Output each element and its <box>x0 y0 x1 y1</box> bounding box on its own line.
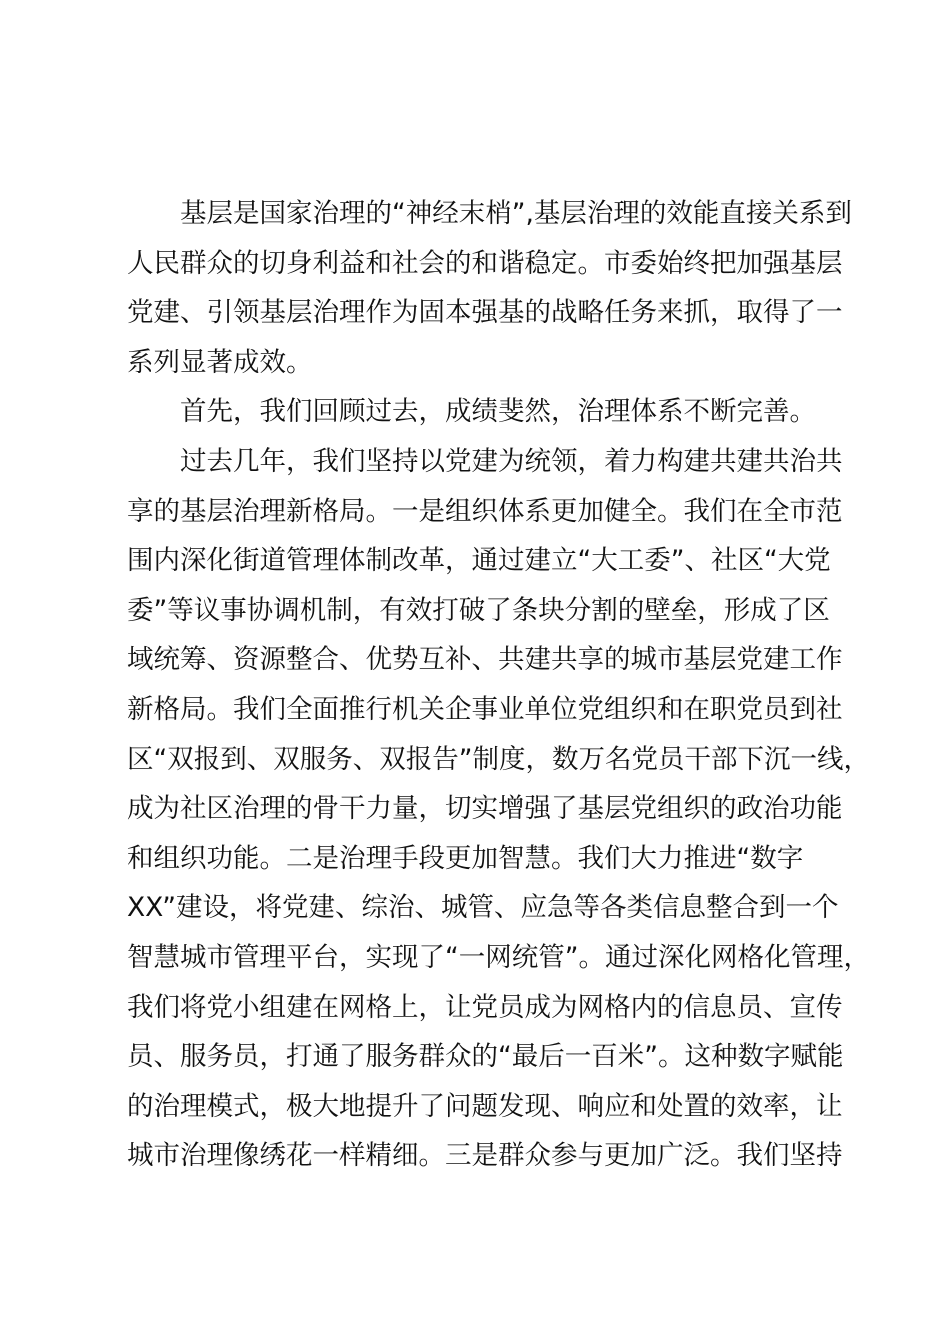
text-line: 区“双报到、双服务、双报告”制度，数万名党员干部下沉一线， <box>127 743 870 775</box>
text-line: 首先，我们回顾过去，成绩斐然，治理体系不断完善。 <box>127 396 816 428</box>
text-line: 新格局。我们全面推行机关企事业单位党组织和在职党员到社 <box>127 693 843 725</box>
text-line: 党建、引领基层治理作为固本强基的战略任务来抓，取得了一 <box>127 297 843 329</box>
text-line: 享的基层治理新格局。一是组织体系更加健全。我们在全市范 <box>127 495 843 527</box>
text-line: 成为社区治理的骨干力量，切实增强了基层党组织的政治功能 <box>127 793 843 825</box>
text-line: 的治理模式，极大地提升了问题发现、响应和处置的效率，让 <box>127 1090 843 1122</box>
text-line: XX”建设，将党建、综治、城管、应急等各类信息整合到一个 <box>127 892 839 924</box>
text-line: 围内深化街道管理体制改革，通过建立“大工委”、社区“大党 <box>127 545 831 577</box>
text-line: 我们将党小组建在网格上，让党员成为网格内的信息员、宣传 <box>127 991 843 1023</box>
text-line: 过去几年，我们坚持以党建为统领，着力构建共建共治共 <box>127 445 843 477</box>
text-line: 和组织功能。二是治理手段更加智慧。我们大力推进“数字 <box>127 842 804 874</box>
document-body <box>127 189 870 1181</box>
text-line: 域统筹、资源整合、优势互补、共建共享的城市基层党建工作 <box>127 644 843 676</box>
text-line: 委”等议事协调机制，有效打破了条块分割的壁垒，形成了区 <box>127 594 830 626</box>
text-line: 智慧城市管理平台，实现了“一网统管”。通过深化网格化管理， <box>127 941 870 973</box>
text-line: 城市治理像绣花一样精细。三是群众参与更加广泛。我们坚持 <box>127 1140 843 1172</box>
text-line: 员、服务员，打通了服务群众的“最后一百米”。这种数字赋能 <box>127 1041 844 1073</box>
text-line: 基层是国家治理的“神经末梢”,基层治理的效能直接关系到 <box>127 198 852 229</box>
text-line: 人民群众的切身利益和社会的和谐稳定。市委始终把加强基层 <box>127 247 843 279</box>
text-line: 系列显著成效。 <box>127 346 313 378</box>
